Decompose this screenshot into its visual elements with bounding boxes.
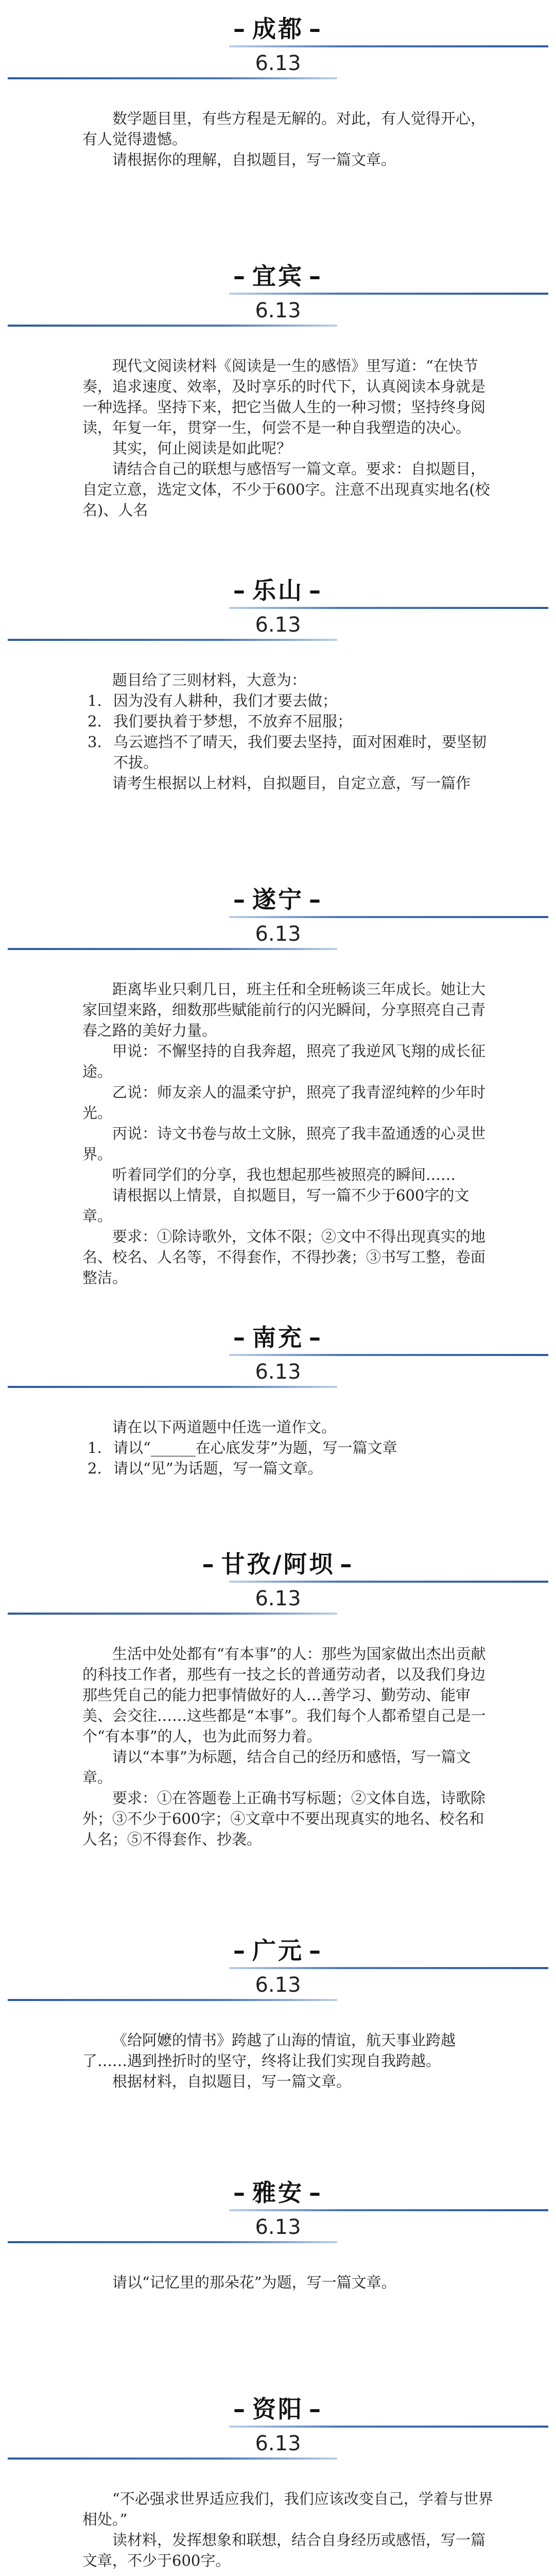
prompt-text xyxy=(82,1643,494,1850)
section-ganzi-aba xyxy=(0,1535,556,1848)
divider-line xyxy=(8,1386,337,1388)
divider-line xyxy=(8,1999,337,2001)
section-header xyxy=(0,1535,556,1613)
prompt-text xyxy=(82,670,494,793)
list-item xyxy=(82,711,494,732)
city-title: – 成都 – xyxy=(233,15,323,43)
city-title: – 资阳 – xyxy=(233,2395,323,2423)
paragraph: 现代文阅读材料《阅读是一生的感悟》里写道：“在快节奏，追求速度、效率，及时享乐的时代下，认真阅读本身就是一种选择。坚持下来，把它当做人生的一种习惯；坚持终身阅读，年复一年，贯穿一生，何尝不是一种自我塑造的决心。 xyxy=(82,357,486,436)
divider-line xyxy=(229,293,548,295)
paragraph: 请根据以上情景，自拟题目，写一篇不少于600字的文章。 xyxy=(82,1187,470,1225)
divider-line xyxy=(229,2426,548,2428)
paragraph: 乙说：师友亲人的温柔守护，照亮了我青涩纯粹的少年时光。 xyxy=(82,1083,486,1122)
divider-line xyxy=(229,2209,548,2211)
divider-line xyxy=(229,916,548,918)
list-text: 我们要执着于梦想，不放弃不屈服； xyxy=(113,713,353,730)
paragraph: 《给阿嬷的情书》跨越了山海的情谊，航天事业跨越了……遇到挫折时的坚守，终将让我们实现自我跨越。 xyxy=(82,2031,456,2070)
section-header xyxy=(0,1309,556,1386)
list-number: 2. xyxy=(88,713,102,730)
section-leshan xyxy=(0,562,556,792)
section-header xyxy=(0,1922,556,1999)
section-header xyxy=(0,2380,556,2458)
city-title: – 南充 – xyxy=(233,1324,323,1351)
section-yibin xyxy=(0,247,556,519)
divider-line xyxy=(8,639,337,641)
date-label: 6.13 xyxy=(255,1973,301,1997)
list-text: 乌云遮挡不了晴天，我们要去坚持，面对困难时，要坚韧不拔。 xyxy=(113,733,487,771)
section-yaan xyxy=(0,2164,556,2291)
divider-line xyxy=(8,77,337,79)
paragraph: 数学题目里，有些方程是无解的。对此，有人觉得开心，有人觉得遗憾。 xyxy=(82,110,486,148)
city-title: – 雅安 – xyxy=(233,2179,323,2207)
city-title: – 乐山 – xyxy=(233,577,323,604)
paragraph: 题目给了三则材料，大意为： xyxy=(112,671,307,689)
section-ziyang xyxy=(0,2380,556,2569)
city-title: – 甘孜/阿坝 – xyxy=(202,1550,354,1578)
paragraph: 丙说：诗文书卷与故土文脉，照亮了我丰盈通透的心灵世界。 xyxy=(82,1125,486,1163)
section-header xyxy=(0,871,556,948)
list-number: 2. xyxy=(88,1460,102,1477)
section-header xyxy=(0,562,556,639)
divider-line xyxy=(229,607,548,609)
city-title: – 宜宾 – xyxy=(233,262,323,290)
section-header xyxy=(0,0,556,77)
prompt-text xyxy=(82,2030,494,2092)
list-item xyxy=(82,1437,494,1458)
prompt-text xyxy=(82,1417,494,1479)
paragraph: 根据材料，自拟题目，写一篇文章。 xyxy=(112,2073,352,2090)
date-label: 6.13 xyxy=(255,2215,301,2239)
date-label: 6.13 xyxy=(255,2432,301,2455)
paragraph: 要求：①在答题卷上正确书写标题；②文体自选，诗歌除外；③不少于600字；④文章中不要出现真实的地名、校名和人名；⑤不得套作、抄袭。 xyxy=(82,1789,486,1848)
prompt-text xyxy=(82,355,494,520)
divider-line xyxy=(229,1581,548,1583)
list-item xyxy=(82,732,494,773)
paragraph: 甲说：不懈坚持的自我奔超，照亮了我逆风飞翔的成长征途。 xyxy=(82,1042,486,1080)
paragraph: 请根据你的理解，自拟题目，写一篇文章。 xyxy=(112,151,396,168)
paragraph: 读材料，发挥想象和联想，结合自身经历或感悟，写一篇文章，不少于600字。 xyxy=(82,2531,486,2569)
city-title: – 遂宁 – xyxy=(233,886,323,913)
section-guangyuan xyxy=(0,1922,556,2090)
section-header xyxy=(0,2164,556,2241)
divider-line xyxy=(8,2241,337,2243)
city-title: – 广元 – xyxy=(233,1937,323,1964)
divider-line xyxy=(229,1967,548,1969)
paragraph: 请以“记忆里的那朵花”为题，写一篇文章。 xyxy=(112,2274,396,2291)
paragraph: 生活中处处都有“有本事”的人：那些为国家做出杰出贡献的科技工作者，那些有一技之长的普通劳动者，以及我们身边那些凭自己的能力把事情做好的人…善学习、勤劳动、能审美、会交往……这些都是“本事”。我们每个人都希望自己是一个“有本事”的人，也为此而努力着。 xyxy=(82,1645,486,1745)
paragraph: “不必强求世界适应我们，我们应该改变自己，学着与世界相处。” xyxy=(82,2490,493,2528)
date-label: 6.13 xyxy=(255,299,301,323)
prompt-text xyxy=(82,2272,494,2293)
list-item xyxy=(82,690,494,711)
divider-line xyxy=(8,948,337,950)
section-nanchong xyxy=(0,1309,556,1477)
paragraph: 要求：①除诗歌外，文体不限；②文中不得出现真实的地名、校名、人名等，不得套作，不得抄袭；③书写工整，卷面整洁。 xyxy=(82,1228,486,1286)
list-number: 3. xyxy=(88,733,102,751)
paragraph: 请结合自己的联想与感悟写一篇文章。要求：自拟题目，自定立意，选定文体，不少于600字。注意不出现真实地名(校名)、人名 xyxy=(82,460,490,519)
list-text: 请以“______在心底发芽”为题，写一篇文章 xyxy=(113,1439,397,1456)
prompt-text xyxy=(82,2488,494,2571)
list-item xyxy=(82,1458,494,1479)
section-header xyxy=(0,247,556,325)
paragraph: 请考生根据以上材料，自拟题目，自定立意，写一篇作 xyxy=(112,774,471,792)
divider-line xyxy=(8,2458,337,2460)
divider-line xyxy=(229,45,548,47)
section-chengdu xyxy=(0,0,556,168)
date-label: 6.13 xyxy=(255,613,301,637)
paragraph: 请在以下两道题中任选一道作文。 xyxy=(112,1418,337,1436)
list-text: 因为没有人耕种，我们才要去做； xyxy=(113,692,338,709)
list-number: 1. xyxy=(88,1439,102,1456)
divider-line xyxy=(8,325,337,327)
date-label: 6.13 xyxy=(255,1360,301,1384)
section-suining xyxy=(0,871,556,1286)
list-number: 1. xyxy=(88,692,102,709)
divider-line xyxy=(229,1354,548,1356)
date-label: 6.13 xyxy=(255,922,301,946)
list-text: 请以“见”为话题，写一篇文章。 xyxy=(113,1460,323,1477)
paragraph: 请以“本事”为标题，结合自己的经历和感悟，写一篇文章。 xyxy=(82,1748,471,1786)
paragraph: 听着同学们的分享，我也想起那些被照亮的瞬间…… xyxy=(112,1166,456,1183)
paragraph: 距离毕业只剩几日，班主任和全班畅谈三年成长。她让大家回望来路，细数那些赋能前行的闪光瞬间，分享照亮自己青春之路的美好力量。 xyxy=(82,980,486,1039)
paragraph: 其实，何止阅读是如此呢？ xyxy=(112,439,292,457)
prompt-text xyxy=(82,979,494,1288)
prompt-text xyxy=(82,108,494,170)
divider-line xyxy=(8,1613,337,1615)
date-label: 6.13 xyxy=(255,1587,301,1611)
date-label: 6.13 xyxy=(255,52,301,75)
